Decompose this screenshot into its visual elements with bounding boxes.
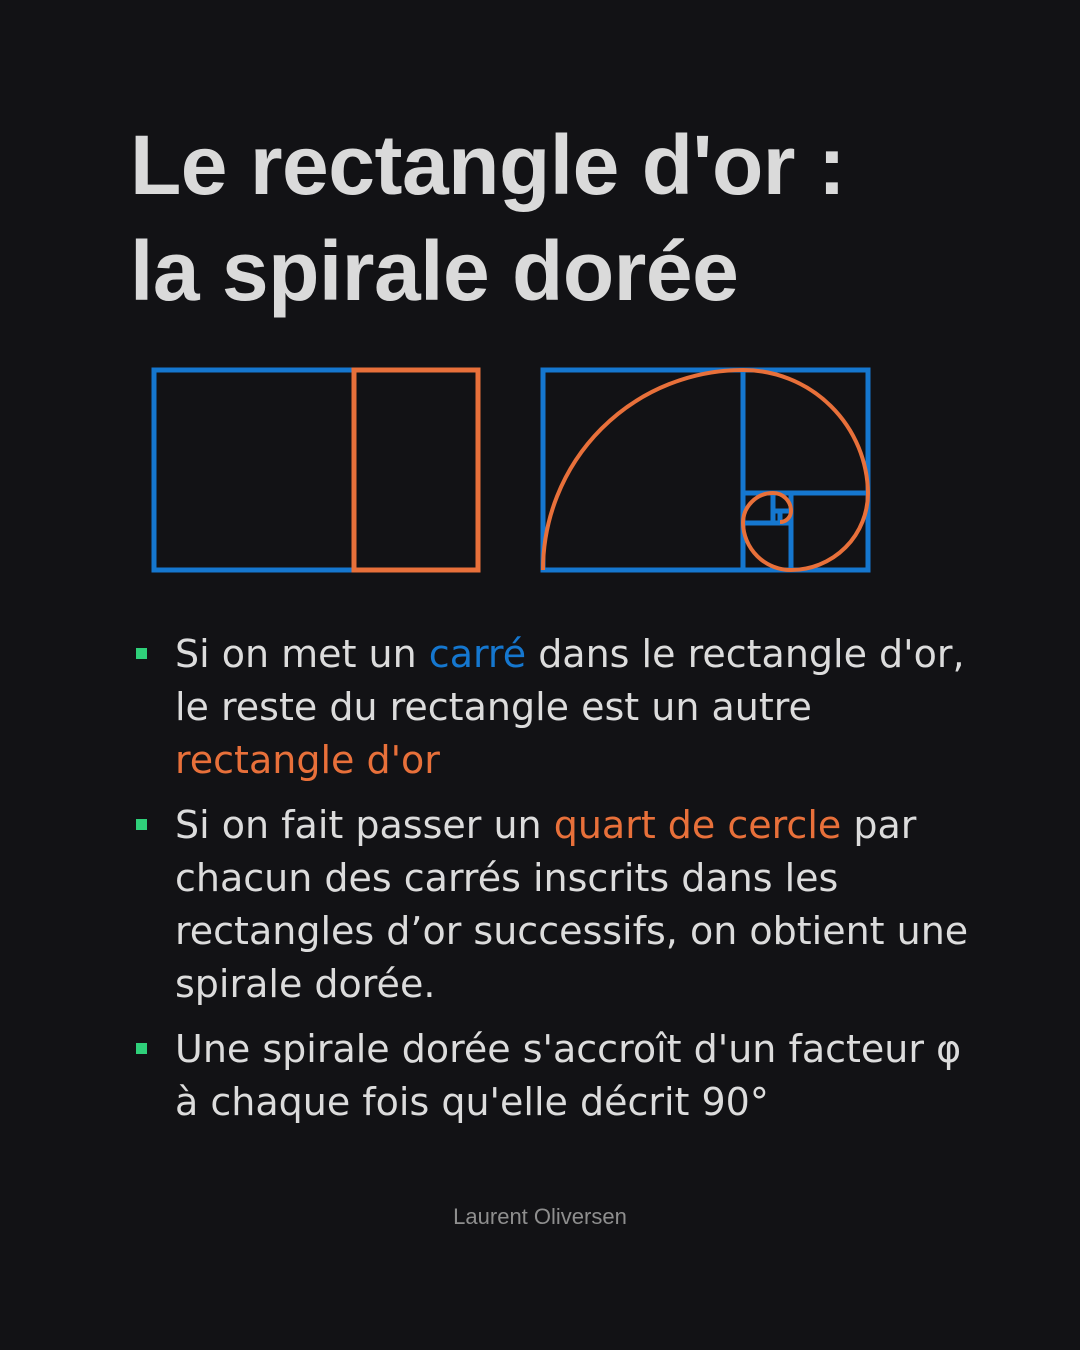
bullet-2-highlight-quart: quart de cercle [553,803,842,847]
author-credit: Laurent Oliversen [453,1204,627,1229]
bullet-list [130,628,970,1141]
golden-spiral-figure [543,370,868,570]
bullet-1-highlight-rectangle: rectangle d'or [175,738,440,782]
page-title [130,112,1010,324]
subdivision-squares [543,370,868,570]
bullet-item-3 [130,1023,970,1129]
bullet-2-text-continued: par chacun des carrés inscrits dans les rectangles d’or successifs, on obtient une spirale dorée. [175,803,969,1006]
bullet-1-highlight-carre: carré [428,632,527,676]
title-line-1: Le rectangle d'or : [130,118,846,212]
bullet-1-text: Si on met un [175,632,429,676]
bullet-marker [136,648,147,659]
outer-rectangle [154,370,478,570]
bullet-item-1 [130,628,970,787]
bullet-1-text-continued: dans le rectangle d'or, le reste du rectangle est un autre [175,632,965,729]
bullet-3-text: Une spirale dorée s'accroît d'un facteur φ à chaque fois qu'elle décrit 90° [175,1027,962,1124]
golden-spiral [543,370,868,570]
inner-golden-rectangle [354,370,478,570]
bullet-item-2 [130,799,970,1011]
golden-rectangle-figure [154,370,478,570]
title-line-2: la spirale dorée [130,224,739,318]
bullet-2-text: Si on fait passer un [175,803,554,847]
bullet-marker [136,1043,147,1054]
bullet-marker [136,819,147,830]
